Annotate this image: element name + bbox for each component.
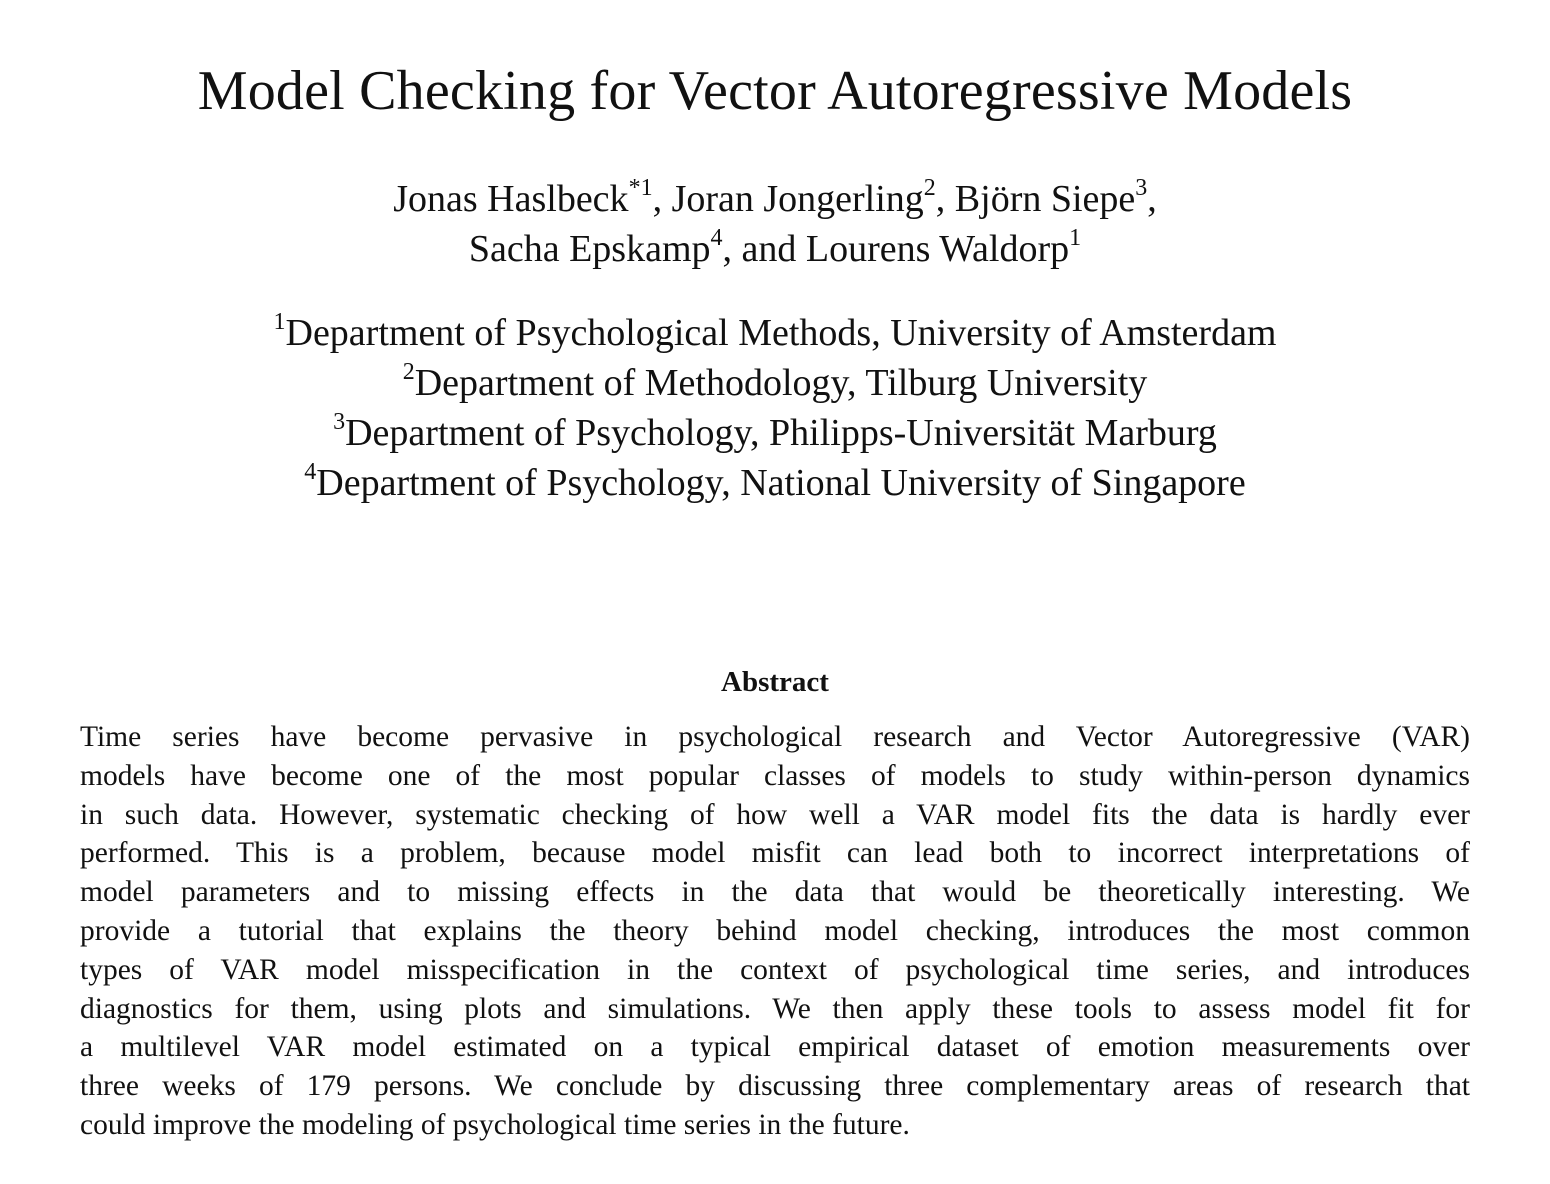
affiliation-text: Department of Psychology, Philipps-Universität Marburg — [345, 412, 1217, 454]
affiliation — [0, 458, 1550, 508]
author-name: Jonas Haslbeck — [393, 178, 629, 220]
abstract-line: a multilevel VAR model estimated on a typical empirical dataset of emotion measurements over — [80, 1031, 1470, 1064]
abstract-body — [80, 718, 1470, 1145]
author-separator: , — [935, 178, 955, 220]
author-affil-mark: 3 — [1135, 175, 1148, 202]
paper-title: Model Checking for Vector Autoregressive Models — [197, 60, 1353, 122]
abstract-line: in such data. However, systematic checking of how well a VAR model fits the data is hardly ever — [80, 798, 1470, 831]
affiliation — [0, 408, 1550, 458]
author-affil-mark: 1 — [1069, 225, 1082, 252]
abstract-line: Time series have become pervasive in psychological research and Vector Autoregressive (VAR) — [80, 721, 1470, 753]
abstract-line: could improve the modeling of psychological time series in the future. — [80, 1108, 910, 1141]
abstract-line: model parameters and to missing effects in the data that would be theoretically interesting. We — [80, 876, 1470, 909]
author-affil-mark: 4 — [710, 225, 723, 252]
author-name: Lourens Waldorp — [805, 228, 1070, 270]
author-separator: , and — [722, 228, 806, 270]
abstract-line: performed. This is a problem, because model misfit can lead both to incorrect interpretations of — [80, 837, 1470, 870]
author-name: Sacha Epskamp — [468, 228, 711, 270]
affiliation — [0, 358, 1550, 408]
affiliation-text: Department of Methodology, Tilburg University — [414, 362, 1148, 404]
affiliation-number: 3 — [333, 409, 346, 436]
abstract-line: types of VAR model misspecification in the context of psychological time series, and introduces — [80, 953, 1470, 986]
affiliation-text: Department of Psychological Methods, University of Amsterdam — [285, 312, 1277, 354]
abstract-line: diagnostics for them, using plots and simulations. We then apply these tools to assess model fit for — [80, 992, 1470, 1025]
affiliation — [0, 308, 1550, 358]
affiliation-number: 4 — [304, 459, 317, 486]
abstract-line: provide a tutorial that explains the theory behind model checking, introduces the most common — [80, 914, 1470, 947]
abstract-heading: Abstract — [721, 666, 829, 698]
affiliation-number: 2 — [402, 359, 415, 386]
affiliation-number: 1 — [273, 309, 286, 336]
author-line-2 — [0, 224, 1550, 274]
author-list — [0, 174, 1550, 274]
abstract-line: models have become one of the most popular classes of models to study within-person dynamics — [80, 759, 1470, 792]
author-name: Björn Siepe — [954, 178, 1136, 220]
author-separator: , — [1147, 178, 1157, 220]
author-line-1 — [0, 174, 1550, 224]
affiliation-text: Department of Psychology, National University of Singapore — [316, 462, 1246, 504]
affiliation-list — [0, 308, 1550, 508]
author-separator: , — [652, 178, 672, 220]
abstract-line: three weeks of 179 persons. We conclude by discussing three complementary areas of research that — [80, 1070, 1470, 1103]
author-affil-mark: *1 — [628, 175, 653, 202]
author-name: Joran Jongerling — [671, 178, 924, 220]
author-affil-mark: 2 — [923, 175, 936, 202]
